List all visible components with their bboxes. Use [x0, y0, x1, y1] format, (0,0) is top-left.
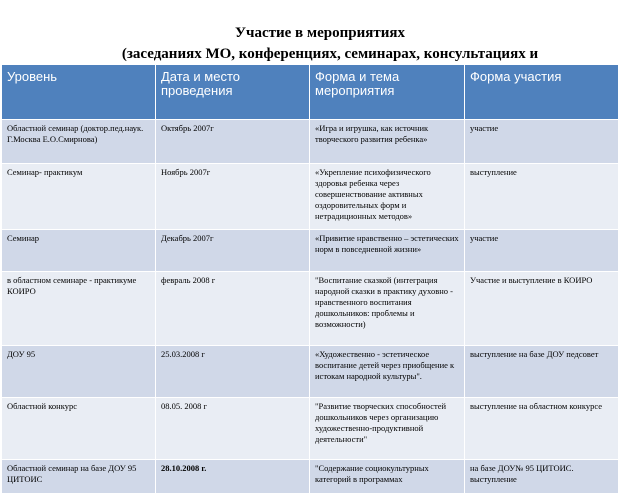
cell-date: Декабрь 2007г	[156, 230, 310, 272]
page-title: Участие в мероприятиях	[235, 25, 405, 41]
column-header-level: Уровень	[2, 65, 156, 120]
table-row	[2, 272, 619, 346]
cell-participation: выступление	[465, 164, 619, 230]
table-row	[2, 460, 619, 494]
cell-participation: выступление на базе ДОУ педсовет	[465, 346, 619, 398]
cell-date: 28.10.2008 г.	[156, 460, 310, 494]
table-row	[2, 120, 619, 164]
events-table	[1, 64, 619, 494]
table-row	[2, 164, 619, 230]
column-header-participation: Форма участия	[465, 65, 619, 120]
table-row	[2, 346, 619, 398]
cell-topic: «Игра и игрушка, как источник творческого развития ребенка»	[310, 120, 465, 164]
table-header-row	[2, 65, 619, 120]
table-row	[2, 398, 619, 460]
table-row	[2, 230, 619, 272]
cell-topic: "Развитие творческих способностей дошкольников через организацию художественно-продуктивной деятельности"	[310, 398, 465, 460]
cell-topic: «Укрепление психофизического здоровья ребенка через совершенствование активных оздоровительных форм и нетрадиционных методов»	[310, 164, 465, 230]
cell-participation: выступление на областном конкурсе	[465, 398, 619, 460]
cell-date: Ноябрь 2007г	[156, 164, 310, 230]
cell-date: 08.05. 2008 г	[156, 398, 310, 460]
cell-topic: "Содержание социокультурных категорий в программах	[310, 460, 465, 494]
cell-topic: «Привитие нравственно – эстетических норм в повседневной жизни»	[310, 230, 465, 272]
cell-level: Областной конкурс	[2, 398, 156, 460]
cell-level: Семинар- практикум	[2, 164, 156, 230]
cell-participation: Участие и выступление в КОИРО	[465, 272, 619, 346]
cell-date: Октябрь 2007г	[156, 120, 310, 164]
cell-level: в областном семинаре - практикуме КОИРО	[2, 272, 156, 346]
column-header-date-place: Дата и место проведения	[156, 65, 310, 120]
cell-participation: участие	[465, 230, 619, 272]
cell-participation: участие	[465, 120, 619, 164]
cell-topic: «Художественно - эстетическое воспитание детей через приобщение к истокам народной культуры".	[310, 346, 465, 398]
cell-date: 25.03.2008 г	[156, 346, 310, 398]
cell-level: Областной семинар на базе ДОУ 95 ЦИТОИС	[2, 460, 156, 494]
cell-level: ДОУ 95	[2, 346, 156, 398]
column-header-form-topic: Форма и тема мероприятия	[310, 65, 465, 120]
cell-level: Областной семинар (доктор.пед.наук. Г.Москва Е.О.Смирнова)	[2, 120, 156, 164]
cell-level: Семинар	[2, 230, 156, 272]
cell-topic: "Воспитание сказкой (интеграция народной сказки в практику духовно - нравственного воспитания дошкольников: проблемы и возможности)	[310, 272, 465, 346]
cell-date: февраль 2008 г	[156, 272, 310, 346]
cell-participation: на базе ДОУ№ 95 ЦИТОИС. выступление	[465, 460, 619, 494]
page-subtitle: (заседаниях МО, конференциях, семинарах, консультациях и	[121, 46, 539, 62]
